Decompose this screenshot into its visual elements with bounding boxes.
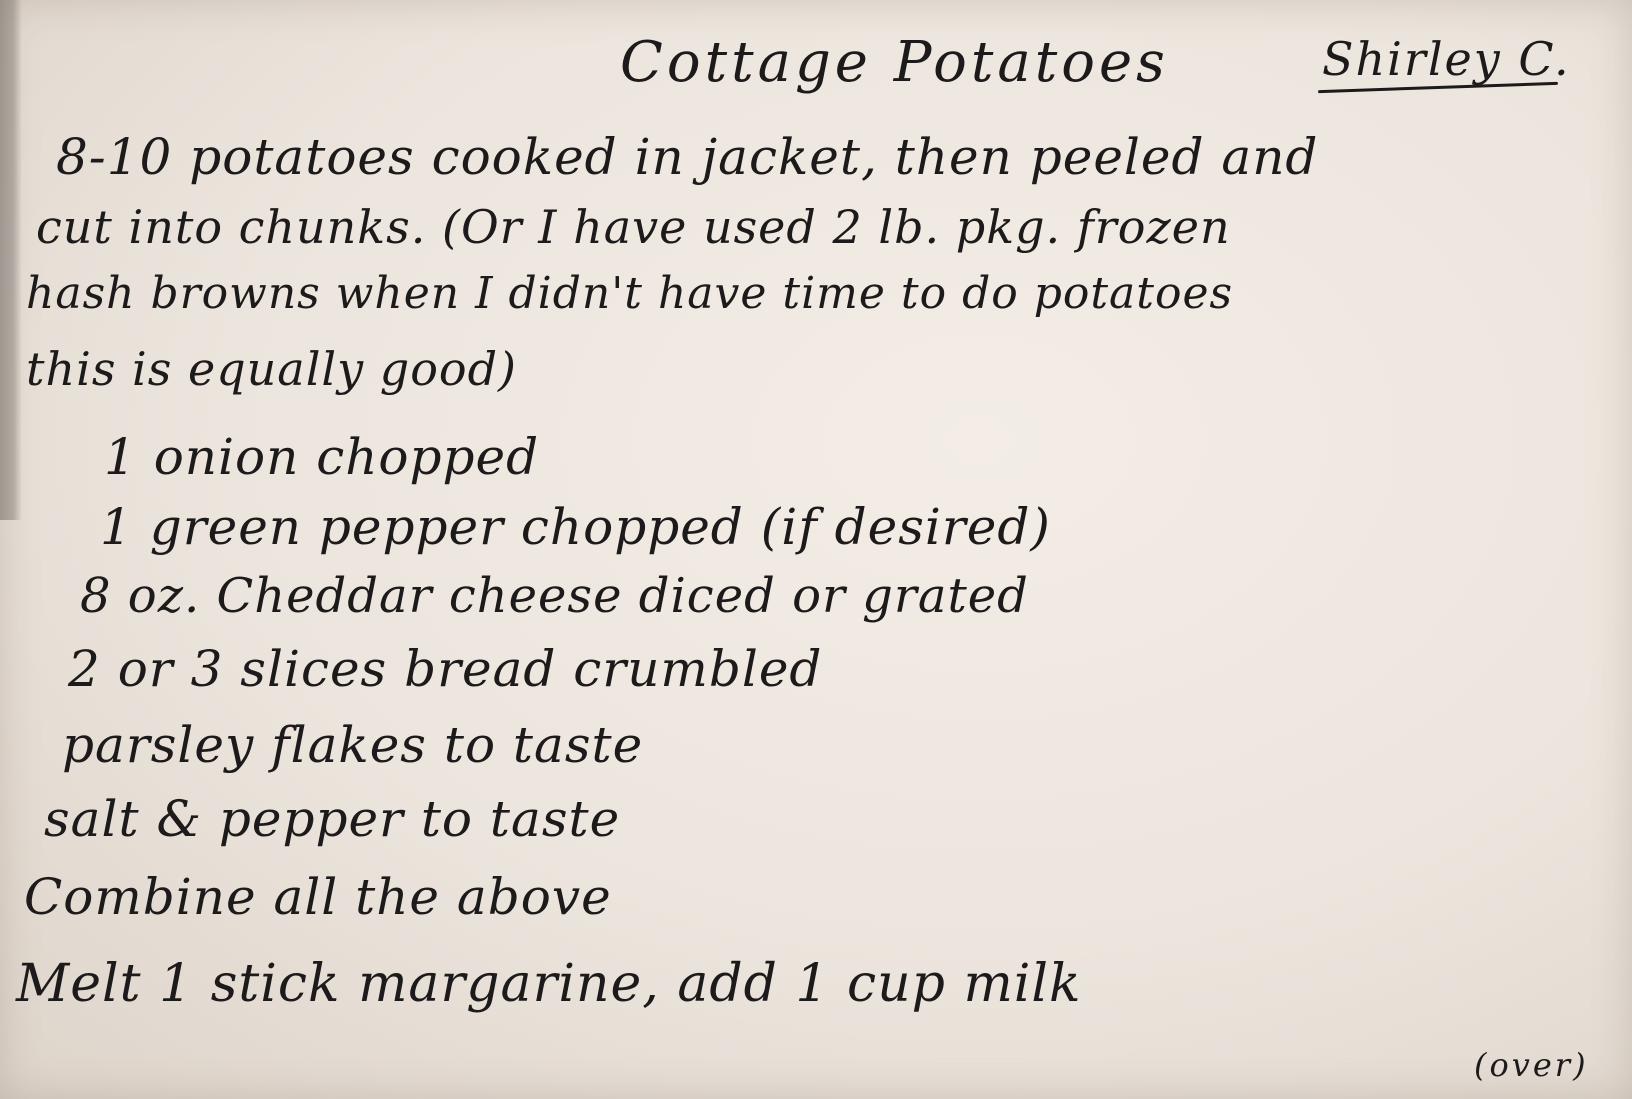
instruction-melt: Melt 1 stick margarine, add 1 cup milk: [16, 954, 1082, 1014]
ingredient-line: 8 oz. Cheddar cheese diced or grated: [80, 568, 1029, 624]
instruction-combine: Combine all the above: [24, 868, 612, 926]
ingredient-line: parsley flakes to taste: [62, 716, 644, 774]
ingredient-line: 2 or 3 slices bread crumbled: [68, 640, 823, 698]
over-note: (over): [1474, 1046, 1589, 1084]
intro-line: 8-10 potatoes cooked in jacket, then peeled and: [56, 128, 1319, 186]
intro-line: hash browns when I didn't have time to do potatoes: [26, 268, 1234, 319]
intro-line: cut into chunks. (Or I have used 2 lb. pkg. frozen: [36, 200, 1231, 254]
ingredient-line: 1 onion chopped: [104, 428, 540, 486]
ingredient-line: 1 green pepper chopped (if desired): [100, 498, 1051, 556]
recipe-title: Cottage Potatoes: [620, 30, 1169, 95]
intro-line: this is equally good): [26, 342, 517, 396]
recipe-author: Shirley C.: [1322, 32, 1571, 86]
ingredient-line: salt & pepper to taste: [44, 790, 621, 848]
countertop-edge: [0, 0, 22, 520]
